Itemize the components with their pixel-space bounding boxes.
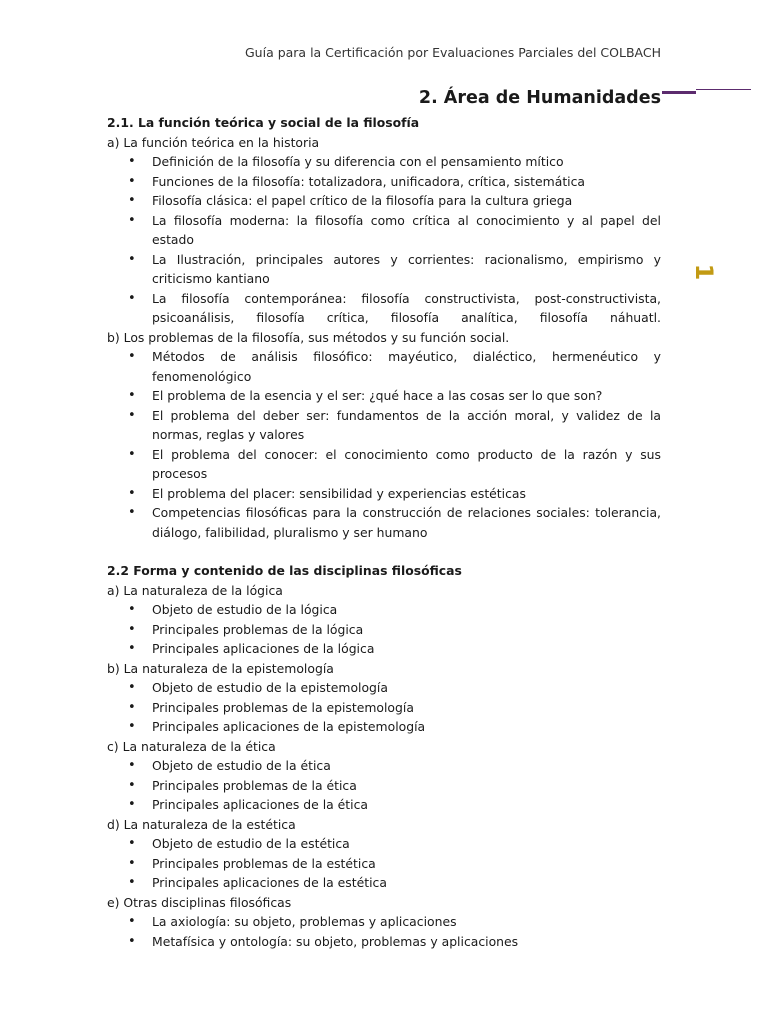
list-item: • Principales problemas de la ética [107, 776, 661, 796]
subsection-list [107, 912, 661, 951]
subsection-list [107, 678, 661, 737]
title-accent-bar [662, 91, 696, 94]
list-item: • Principales aplicaciones de la epistemología [107, 717, 661, 737]
list-item: • Objeto de estudio de la estética [107, 834, 661, 854]
page-number: 1 [690, 263, 718, 281]
subsection-b-list [107, 347, 661, 542]
list-item: • El problema del deber ser: fundamentos de la acción moral, y validez de la normas, reglas y valores [107, 406, 661, 445]
section-spacer [107, 542, 661, 561]
list-item: • Principales problemas de la epistemología [107, 698, 661, 718]
subsection-a-label: a) La función teórica en la historia [107, 134, 320, 150]
list-item: • Principales aplicaciones de la estética [107, 873, 661, 893]
list-item: • Principales aplicaciones de la ética [107, 795, 661, 815]
list-item: • Objeto de estudio de la lógica [107, 600, 661, 620]
title-accent-line [696, 89, 751, 90]
subsection-b-label: b) Los problemas de la filosofía, sus métodos y su función social. [107, 329, 510, 345]
list-item: • El problema de la esencia y el ser: ¿qué hace a las cosas ser lo que son? [107, 386, 661, 406]
heading-2-1: 2.1. La función teórica y social de la filosofía [107, 115, 420, 130]
list-item: • Definición de la filosofía y su diferencia con el pensamiento mítico [107, 152, 661, 172]
running-header: Guía para la Certificación por Evaluaciones Parciales del COLBACH [244, 45, 661, 60]
subsection-a-list [107, 152, 661, 328]
subsection-label: e) Otras disciplinas filosóficas [107, 894, 292, 910]
list-item: • El problema del conocer: el conocimiento como producto de la razón y sus procesos [107, 445, 661, 484]
list-item: • La Ilustración, principales autores y corrientes: racionalismo, empirismo y criticismo kantiano [107, 250, 661, 289]
list-item: • Principales aplicaciones de la lógica [107, 639, 661, 659]
list-item: • La axiología: su objeto, problemas y aplicaciones [107, 912, 661, 932]
list-item: • Competencias filosóficas para la construcción de relaciones sociales: tolerancia, diálogo, falibilidad, pluralismo y ser humano [107, 503, 661, 542]
subsection-label: d) La naturaleza de la estética [107, 816, 296, 832]
subsection-label: c) La naturaleza de la ética [107, 738, 276, 754]
list-item: • Principales problemas de la lógica [107, 620, 661, 640]
list-item: • Objeto de estudio de la epistemología [107, 678, 661, 698]
heading-2-2: 2.2 Forma y contenido de las disciplinas filosóficas [107, 563, 462, 578]
list-item: • Principales problemas de la estética [107, 854, 661, 874]
list-item: • Funciones de la filosofía: totalizadora, unificadora, crítica, sistemática [107, 172, 661, 192]
list-item: • Objeto de estudio de la ética [107, 756, 661, 776]
list-item: • El problema del placer: sensibilidad y experiencias estéticas [107, 484, 661, 504]
subsection-list [107, 756, 661, 815]
list-item: • Filosofía clásica: el papel crítico de la filosofía para la cultura griega [107, 191, 661, 211]
list-item: • La filosofía moderna: la filosofía como crítica al conocimiento y al papel del estado [107, 211, 661, 250]
section-title: 2. Área de Humanidades [418, 88, 661, 108]
subsection-list [107, 600, 661, 659]
list-item: • La filosofía contemporánea: filosofía constructivista, post-constructivista, psicoanálisis, filosofía crítica, filosofía analítica, filosofía náhuatl. [107, 289, 661, 328]
list-item: • Metafísica y ontología: su objeto, problemas y aplicaciones [107, 932, 661, 952]
list-item: • Métodos de análisis filosófico: mayéutico, dialéctico, hermenéutico y fenomenológico [107, 347, 661, 386]
subsection-label: a) La naturaleza de la lógica [107, 582, 283, 598]
subsection-label: b) La naturaleza de la epistemología [107, 660, 334, 676]
document-body [107, 113, 661, 951]
subsection-list [107, 834, 661, 893]
